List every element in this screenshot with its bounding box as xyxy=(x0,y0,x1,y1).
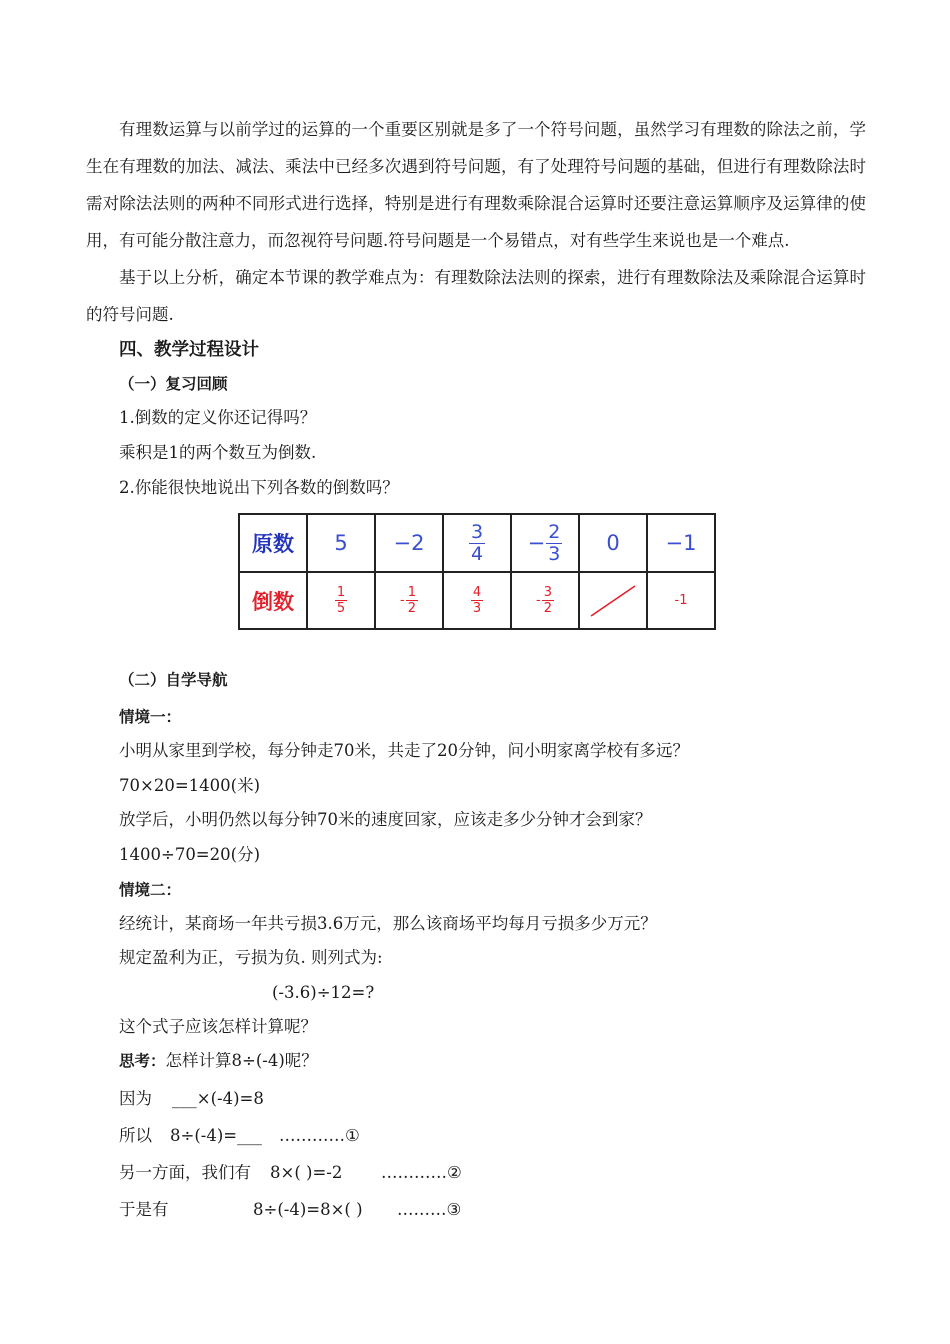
reciprocal-fraction xyxy=(406,586,418,615)
think-line xyxy=(119,1050,318,1072)
original-value: −1 xyxy=(665,531,697,555)
intro-paragraph-2: 基于以上分析，确定本节课的教学难点为：有理数除法法则的探索，进行有理数除法及乘除混合运算时的符号问题. xyxy=(86,268,866,324)
subsection-title-selfstudy: （二）自学导航 xyxy=(119,671,228,689)
intro-paragraph-1: 有理数运算与以前学过的运算的一个重要区别就是多了一个符号问题，虽然学习有理数的除法之前，学生在有理数的加法、减法、乘法中已经多次遇到符号问题，有了处理符号问题的基础，但进行有理数除法时需对除法法则的两种不同形式进行选择，特别是进行有理数乘除混合运算时还要注意运算顺序及运算律的使用，有可能分散注意力，而忽视符号问题.符号问题是一个易错点，对有些学生来说也是一个难点. xyxy=(86,120,866,250)
subsection-title-review: （一）复习回顾 xyxy=(119,375,228,393)
table-row-reciprocals xyxy=(239,572,715,629)
reciprocal-cell xyxy=(375,572,443,629)
fraction-numerator: 4 xyxy=(472,585,482,600)
question-2: 2.你能很快地说出下列各数的倒数吗？ xyxy=(119,478,399,497)
row-header-reciprocal xyxy=(239,572,307,629)
original-cell xyxy=(307,514,375,572)
original-cell xyxy=(579,514,647,572)
scenario-2-expression: (-3.6)÷12=? xyxy=(272,983,375,1002)
reciprocal-fraction xyxy=(335,586,347,615)
fraction-numerator: 2 xyxy=(548,520,561,543)
scenario-1-question-2: 放学后，小明仍然以每分钟70米的速度回家，应该走多少分钟才会到家？ xyxy=(119,810,652,829)
fraction-denominator: 2 xyxy=(407,601,416,616)
fraction-numerator: 1 xyxy=(407,585,416,600)
original-cell xyxy=(443,514,511,572)
fraction-numerator: 3 xyxy=(470,520,484,543)
reciprocal-value: -1 xyxy=(674,593,688,608)
scenario-2-question: 经统计，某商场一年共亏损3.6万元，那么该商场平均每月亏损多少万元？ xyxy=(119,914,657,933)
table-row-originals xyxy=(239,514,715,572)
fraction-numerator: 1 xyxy=(336,585,346,600)
so-expression: 8÷(-4)=___ xyxy=(170,1126,262,1145)
fraction-sign: − xyxy=(527,531,546,555)
so-label: 所以 xyxy=(119,1126,152,1145)
thus-expression: 8÷(-4)=8×( ) xyxy=(253,1200,363,1219)
thus-mark: ………③ xyxy=(397,1200,462,1219)
thus-label: 于是有 xyxy=(119,1200,169,1219)
fraction-denominator: 2 xyxy=(543,601,552,616)
header-reciprocal-label: 倒数 xyxy=(252,589,294,614)
scenario-1-answer-2: 1400÷70=20(分) xyxy=(119,845,261,864)
because-expression: ___×(-4)=8 xyxy=(172,1089,264,1108)
fraction-denominator: 4 xyxy=(470,542,484,565)
reciprocal-cell xyxy=(511,572,579,629)
original-cell xyxy=(375,514,443,572)
header-original-label: 原数 xyxy=(252,532,294,556)
think-question: 怎样计算8÷(-4)呢？ xyxy=(165,1051,318,1070)
original-value: 0 xyxy=(606,531,620,555)
other-expression: 8×( )=-2 xyxy=(270,1163,343,1182)
original-fraction xyxy=(469,520,485,565)
fraction-numerator: 3 xyxy=(543,585,552,600)
original-cell xyxy=(511,514,579,572)
original-value: −2 xyxy=(393,531,425,555)
fraction-denominator: 5 xyxy=(336,601,346,616)
answer-1: 乘积是1的两个数互为倒数. xyxy=(119,443,317,462)
other-mark: …………② xyxy=(381,1163,462,1182)
scenario-2-rule: 规定盈利为正，亏损为负. 则列式为: xyxy=(119,948,383,967)
original-fraction xyxy=(546,520,562,565)
because-label: 因为 xyxy=(119,1089,152,1108)
question-1: 1.倒数的定义你还记得吗？ xyxy=(119,408,317,427)
fraction-denominator: 3 xyxy=(548,542,561,565)
scenario-1-answer-1: 70×20=1400(米) xyxy=(119,776,261,795)
scenario-1-question-1: 小明从家里到学校，每分钟走70米，共走了20分钟，问小明家离学校有多远？ xyxy=(119,741,689,760)
reciprocal-cell xyxy=(307,572,375,629)
scenario-2-title: 情境二： xyxy=(119,881,182,899)
scenario-2-ask: 这个式子应该怎样计算呢？ xyxy=(119,1017,317,1036)
original-cell xyxy=(647,514,715,572)
reciprocal-table xyxy=(238,513,716,630)
reciprocal-cell xyxy=(443,572,511,629)
so-mark: …………① xyxy=(279,1126,360,1145)
reciprocal-fraction xyxy=(542,586,554,615)
section-title: 四、教学过程设计 xyxy=(119,340,259,360)
reciprocal-cell-none xyxy=(579,572,647,629)
row-header-original xyxy=(239,514,307,572)
think-label: 思考： xyxy=(119,1052,166,1070)
original-value: 5 xyxy=(334,531,348,555)
fraction-denominator: 3 xyxy=(472,601,482,616)
other-label: 另一方面，我们有 xyxy=(119,1163,251,1182)
scenario-1-title: 情境一： xyxy=(119,708,182,726)
reciprocal-cell xyxy=(647,572,715,629)
reciprocal-fraction xyxy=(471,586,483,615)
fraction-sign: - xyxy=(400,593,405,608)
diagonal-slash-icon xyxy=(588,583,638,619)
fraction-sign: - xyxy=(536,593,541,608)
